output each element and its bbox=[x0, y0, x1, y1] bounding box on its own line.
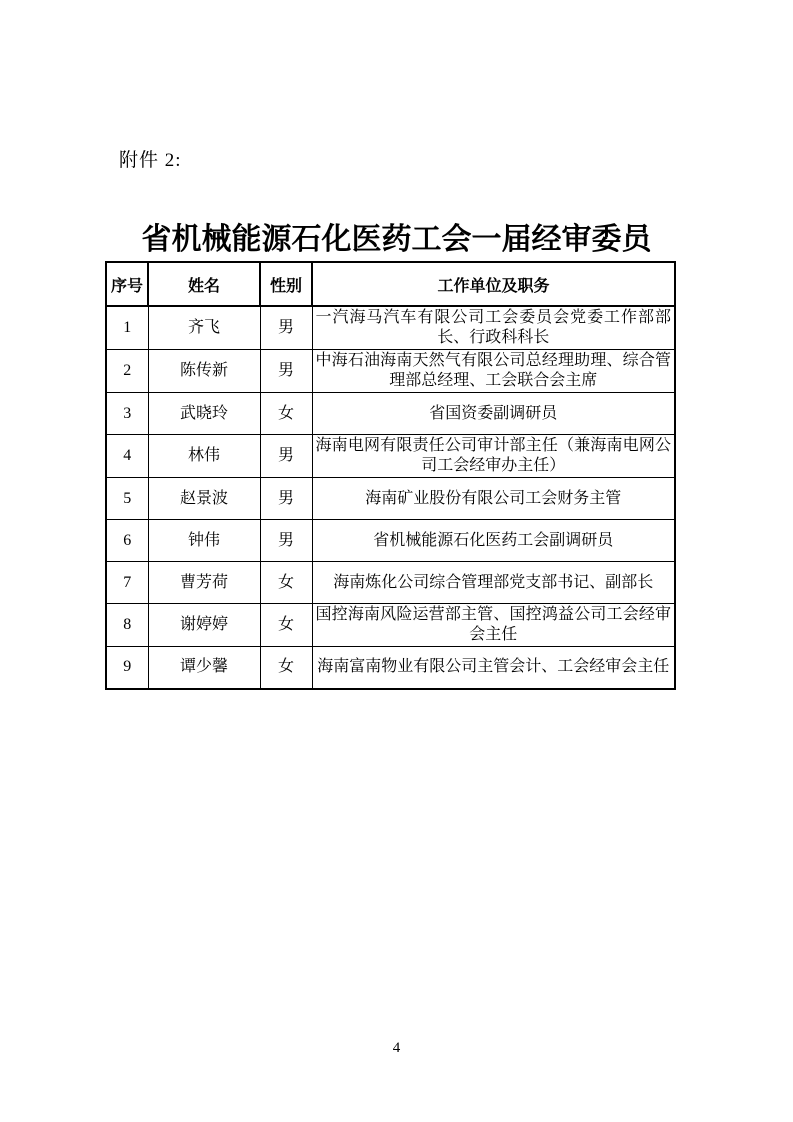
gender-cell: 男 bbox=[260, 520, 312, 562]
column-header-org: 工作单位及职务 bbox=[312, 262, 675, 306]
table-row bbox=[106, 478, 675, 520]
org-position-cell: 海南富南物业有限公司主管会计、工会经审会主任 bbox=[312, 647, 675, 689]
page-title: 省机械能源石化医药工会一届经审委员 bbox=[141, 223, 652, 256]
name-cell: 谭少馨 bbox=[148, 647, 260, 689]
name-cell: 谢婷婷 bbox=[148, 604, 260, 647]
table-row bbox=[106, 435, 675, 478]
org-position-cell: 海南炼化公司综合管理部党支部书记、副部长 bbox=[312, 562, 675, 604]
table-row bbox=[106, 306, 675, 350]
row-number-cell: 6 bbox=[106, 520, 148, 562]
row-number-cell: 1 bbox=[106, 306, 148, 350]
gender-cell: 女 bbox=[260, 393, 312, 435]
table-body bbox=[106, 306, 675, 689]
org-position-cell: 海南电网有限责任公司审计部主任（兼海南电网公司工会经审办主任） bbox=[312, 435, 675, 478]
table-header bbox=[106, 262, 675, 306]
row-number-cell: 5 bbox=[106, 478, 148, 520]
table-row bbox=[106, 350, 675, 393]
name-cell: 林伟 bbox=[148, 435, 260, 478]
row-number-cell: 9 bbox=[106, 647, 148, 689]
committee-members-table bbox=[105, 261, 676, 690]
name-cell: 武晓玲 bbox=[148, 393, 260, 435]
org-position-cell: 国控海南风险运营部主管、国控鸿益公司工会经审会主任 bbox=[312, 604, 675, 647]
row-number-cell: 4 bbox=[106, 435, 148, 478]
page-number: 4 bbox=[392, 1040, 401, 1056]
column-header-gender: 性别 bbox=[260, 262, 312, 306]
row-number-cell: 3 bbox=[106, 393, 148, 435]
table-row bbox=[106, 393, 675, 435]
name-cell: 齐飞 bbox=[148, 306, 260, 350]
gender-cell: 男 bbox=[260, 306, 312, 350]
table-row bbox=[106, 604, 675, 647]
name-cell: 赵景波 bbox=[148, 478, 260, 520]
row-number-cell: 2 bbox=[106, 350, 148, 393]
column-header-name: 姓名 bbox=[148, 262, 260, 306]
org-position-cell: 省国资委副调研员 bbox=[312, 393, 675, 435]
name-cell: 曹芳荷 bbox=[148, 562, 260, 604]
table-row bbox=[106, 520, 675, 562]
table-row bbox=[106, 647, 675, 689]
org-position-cell: 海南矿业股份有限公司工会财务主管 bbox=[312, 478, 675, 520]
org-position-cell: 省机械能源石化医药工会副调研员 bbox=[312, 520, 675, 562]
org-position-cell: 中海石油海南天然气有限公司总经理助理、综合管理部总经理、工会联合会主席 bbox=[312, 350, 675, 393]
table-row bbox=[106, 562, 675, 604]
gender-cell: 女 bbox=[260, 647, 312, 689]
row-number-cell: 7 bbox=[106, 562, 148, 604]
gender-cell: 男 bbox=[260, 350, 312, 393]
row-number-cell: 8 bbox=[106, 604, 148, 647]
gender-cell: 男 bbox=[260, 435, 312, 478]
org-position-cell: 一汽海马汽车有限公司工会委员会党委工作部部长、行政科科长 bbox=[312, 306, 675, 350]
name-cell: 钟伟 bbox=[148, 520, 260, 562]
attachment-label: 附件 2: bbox=[119, 150, 182, 171]
column-header-no: 序号 bbox=[106, 262, 148, 306]
name-cell: 陈传新 bbox=[148, 350, 260, 393]
gender-cell: 男 bbox=[260, 478, 312, 520]
gender-cell: 女 bbox=[260, 604, 312, 647]
table-header-row bbox=[106, 262, 675, 306]
gender-cell: 女 bbox=[260, 562, 312, 604]
